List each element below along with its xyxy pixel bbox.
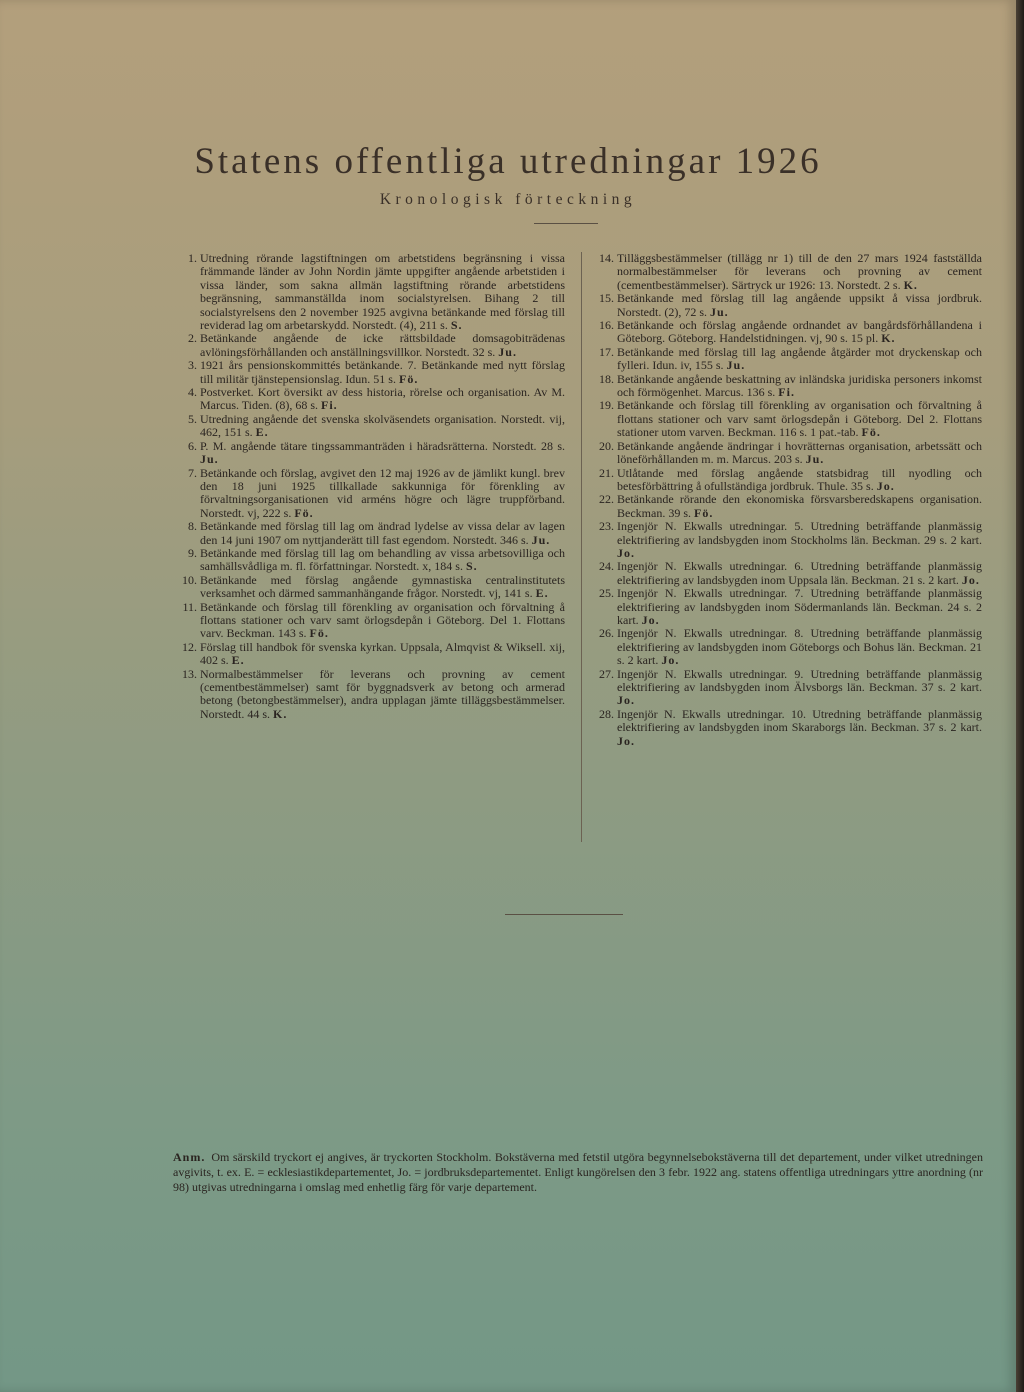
entry-number: 5. bbox=[188, 411, 197, 426]
entry-text: Tilläggsbestämmelser (tillägg nr 1) till de den 27 mars 1924 fastställda normalbestämmelser för leverans och provning av cement (cementbestämmelser). Särtryck ur 1926: 13. Norstedt. 2 s. bbox=[617, 251, 982, 292]
list-item bbox=[590, 560, 982, 587]
entry-department: Jo. bbox=[641, 612, 660, 627]
entry-text: Betänkande med förslag till lag om behandling av vissa arbetsovilliga och samhällsvådliga m. fl. författningar. Norstedt. x, 184 s. bbox=[200, 545, 565, 574]
entry-department: Jo. bbox=[617, 545, 635, 560]
list-item bbox=[173, 440, 565, 467]
entry-number: 10. bbox=[182, 572, 197, 587]
footnote bbox=[173, 1150, 983, 1195]
entry-text: Utredning rörande lagstiftningen om arbetstidens begränsning i vissa främmande länder av John Nordin jämte uppgifter angående arbetstiden i vissa länder, som sakna allmän lagstiftning rörande arbetstidens begränsning, sammanställda inom socialstyrelsen. Bihang 2 till socialstyrelsens den 2 november 1925 avgivna betänkande med förslag till reviderad lag om arbetarskydd. Norstedt. (4), 211 s. bbox=[200, 251, 565, 333]
list-item bbox=[590, 587, 982, 627]
entry-number: 12. bbox=[182, 639, 197, 654]
entry-text: Förslag till handbok för svenska kyrkan. Uppsala, Almqvist & Wiksell. xij, 402 s. bbox=[200, 639, 565, 668]
footnote-lead: Anm. bbox=[173, 1150, 206, 1164]
list-item bbox=[590, 467, 982, 494]
entry-number: 24. bbox=[599, 559, 614, 574]
entry-number: 23. bbox=[599, 519, 614, 534]
entry-text: Betänkande och förslag, avgivet den 12 maj 1926 av de jämlikt kungl. brev den 18 juni 1925 tillkallade sakkunniga för förenkling av förvaltningsorganisationen vid arméns högre och lägre truppförband. Norstedt. vj, 222 s. bbox=[200, 465, 565, 520]
list-item bbox=[173, 332, 565, 359]
entry-text: 1921 års pensionskommittés betänkande. 7. Betänkande med nytt förslag till militär tjänstepensionslag. Idun. 51 s. bbox=[200, 358, 565, 386]
entry-text: Betänkande med förslag till lag angående uppsikt å vissa jordbruk. Norstedt. (2), 72 s. bbox=[617, 291, 982, 319]
page-subtitle: Kronologisk förteckning bbox=[379, 191, 637, 208]
list-item bbox=[173, 413, 565, 440]
page-title: Statens offentliga utredningar 1926 bbox=[194, 141, 822, 182]
entry-number: 25. bbox=[599, 586, 614, 601]
entry-number: 22. bbox=[599, 492, 614, 507]
entry-text: Ingenjör N. Ekwalls utredningar. 5. Utredning beträffande planmässig elektrifiering av landsbygden inom Stockholms län. Beckman. 29 s. 2 kart. bbox=[617, 519, 982, 547]
entry-number: 21. bbox=[599, 465, 614, 480]
list-item bbox=[590, 252, 982, 292]
entry-department: Jo. bbox=[617, 733, 635, 748]
entry-text: Utlåtande med förslag angående statsbidrag till nyodling och betesförbättring å ofullständiga jordbruk. Thule. 35 s. bbox=[617, 465, 982, 493]
entry-number: 4. bbox=[188, 385, 197, 400]
list-item bbox=[590, 627, 982, 667]
entry-department: Ju. bbox=[200, 452, 219, 467]
entry-text: Ingenjör N. Ekwalls utredningar. 10. Utredning beträffande planmässig elektrifiering av landsbygden inom Skaraborgs län. Beckman. 37 s. 2 kart. bbox=[617, 706, 982, 735]
entries-column-right bbox=[590, 252, 982, 748]
entry-department: S. bbox=[465, 559, 478, 574]
entry-text: Postverket. Kort översikt av dess historia, rörelse och organisation. Av M. Marcus. Tiden. (8), 68 s. bbox=[200, 385, 565, 413]
entry-department: Fö. bbox=[861, 425, 881, 440]
entry-department: Ju. bbox=[805, 452, 825, 467]
entry-text: Betänkande med förslag till lag om ändrad lydelse av vissa delar av lagen den 14 juni 1907 om nyttjanderätt till fast egendom. Norstedt. 346 s. bbox=[200, 519, 565, 547]
entry-number: 16. bbox=[599, 318, 614, 333]
entry-department: Fö. bbox=[694, 505, 714, 520]
entry-department: Jo. bbox=[961, 572, 980, 587]
list-item bbox=[590, 520, 982, 560]
entry-department: K. bbox=[903, 277, 918, 292]
entry-number: 14. bbox=[599, 251, 614, 265]
entry-department: Ju. bbox=[531, 532, 551, 547]
entry-text: Normalbestämmelser för leverans och provning av cement (cementbestämmelser) samt för byggnadsverk av betong och armerad betong (betongbestämmelser), andra upplagan jämte tilläggsbestämmelser. Norstedt. 44 s. bbox=[200, 666, 565, 721]
entry-department: Fö. bbox=[398, 371, 419, 386]
entry-number: 2. bbox=[188, 331, 197, 346]
list-item bbox=[173, 641, 565, 668]
entry-department: Fi. bbox=[321, 398, 338, 413]
entry-number: 13. bbox=[182, 666, 197, 681]
entry-text: Betänkande angående ändringar i hovrätternas organisation, arbetssätt och löneförhållanden m. m. Marcus. 203 s. bbox=[617, 438, 982, 467]
entry-number: 26. bbox=[599, 626, 614, 641]
entry-department: Jo. bbox=[876, 478, 895, 493]
entry-number: 27. bbox=[599, 666, 614, 681]
entry-department: E. bbox=[231, 653, 245, 668]
list-item bbox=[590, 373, 982, 400]
list-item bbox=[590, 346, 982, 373]
entry-number: 8. bbox=[188, 519, 197, 534]
entry-department: Jo. bbox=[661, 653, 680, 668]
entry-department: S. bbox=[450, 318, 463, 333]
entry-number: 17. bbox=[599, 344, 614, 359]
list-item bbox=[590, 493, 982, 520]
entry-department: Ju. bbox=[726, 358, 746, 373]
entry-text: Betänkande och förslag till förenkling av organisation och förvaltning å flottans stationer och varv samt örlogsdepån i Göteborg. Del 2. Flottans stationer utom varven. Beckman. 116 s. 1 pat.-tab. bbox=[617, 398, 982, 440]
entry-number: 28. bbox=[599, 706, 614, 721]
entry-department: Ju. bbox=[710, 304, 729, 319]
title-divider bbox=[534, 223, 598, 224]
entry-text: Ingenjör N. Ekwalls utredningar. 6. Utredning beträffande planmässig elektrifiering av landsbygden inom Uppsala län. Beckman. 21 s. 2 kart. bbox=[617, 559, 982, 587]
entry-text: Betänkande rörande den ekonomiska försvarsberedskapens organisation. Beckman. 39 s. bbox=[617, 492, 982, 520]
entry-number: 19. bbox=[599, 398, 614, 413]
list-item bbox=[173, 668, 565, 722]
entry-number: 11. bbox=[182, 599, 197, 614]
entry-department: Fi. bbox=[778, 385, 795, 400]
entry-number: 20. bbox=[599, 438, 614, 453]
list-item bbox=[173, 520, 565, 547]
entry-department: K. bbox=[881, 331, 896, 346]
entry-number: 3. bbox=[188, 358, 197, 373]
entry-department: Fö. bbox=[309, 626, 329, 641]
entry-text: Betänkande med förslag angående gymnastiska centralinstitutets verksamhet och därmed sammanhängande frågor. Norstedt. vj, 141 s. bbox=[200, 572, 565, 601]
entry-text: Betänkande angående de icke rättsbildade domsagobiträdenas avlöningsförhållanden och anställningsvillkor. Norstedt. 32 s. bbox=[200, 331, 565, 359]
list-item bbox=[590, 708, 982, 748]
list-item bbox=[173, 547, 565, 574]
entry-text: Betänkande och förslag till förenkling av organisation och förvaltning å flottans stationer och varv samt örlogsdepån i Göteborg. Del 1. Flottans varv. Beckman. 143 s. bbox=[200, 599, 565, 641]
list-item bbox=[590, 440, 982, 467]
list-item bbox=[173, 359, 565, 386]
list-item bbox=[173, 574, 565, 601]
entries-column-left bbox=[173, 252, 565, 721]
entry-number: 18. bbox=[599, 371, 614, 386]
entry-text: Utredning angående det svenska skolväsendets organisation. Norstedt. vij, 462, 151 s. bbox=[200, 411, 565, 440]
entry-text: Betänkande angående beskattning av inländska juridiska personers inkomst och förmögenhet. Marcus. 136 s. bbox=[617, 371, 982, 400]
section-divider bbox=[505, 914, 623, 915]
entry-number: 1. bbox=[188, 251, 197, 265]
entry-text: Ingenjör N. Ekwalls utredningar. 8. Utredning beträffande planmässig elektrifiering av landsbygden inom Göteborgs och Bohus län. Beckman. 21 s. 2 kart. bbox=[617, 626, 982, 668]
entry-text: Betänkande och förslag angående ordnandet av bangårdsförhållandena i Göteborg. Göteborg. Handelstidningen. vj, 90 s. 15 pl. bbox=[617, 318, 982, 346]
entry-number: 7. bbox=[188, 465, 197, 480]
list-item bbox=[173, 386, 565, 413]
list-item bbox=[173, 252, 565, 332]
column-divider bbox=[581, 252, 582, 842]
entry-department: Jo. bbox=[617, 693, 635, 708]
entry-number: 15. bbox=[599, 291, 614, 306]
entry-department: Fö. bbox=[294, 505, 314, 520]
list-item bbox=[173, 601, 565, 641]
entry-text: Ingenjör N. Ekwalls utredningar. 9. Utredning beträffande planmässig elektrifiering av landsbygden inom Älvsborgs län. Beckman. 37 s. 2 kart. bbox=[617, 666, 982, 694]
page-edge-shadow bbox=[1016, 0, 1024, 1392]
entry-department: K. bbox=[273, 706, 288, 721]
list-item bbox=[590, 668, 982, 708]
list-item bbox=[590, 399, 982, 439]
list-item bbox=[173, 467, 565, 521]
list-item bbox=[590, 319, 982, 346]
entry-department: E. bbox=[535, 586, 549, 601]
entry-department: Ju. bbox=[498, 344, 517, 359]
entry-text: Ingenjör N. Ekwalls utredningar. 7. Utredning beträffande planmässig elektrifiering av landsbygden inom Södermanlands län. Beckman. 24 s. 2 kart. bbox=[617, 586, 982, 627]
entry-text: Betänkande med förslag till lag angående åtgärder mot dryckenskap och fylleri. Idun. iv, 155 s. bbox=[617, 344, 982, 373]
entry-text: P. M. angående tätare tingssammanträden i häradsrätterna. Norstedt. 28 s. bbox=[200, 438, 565, 453]
entry-number: 6. bbox=[188, 438, 197, 453]
entry-department: E. bbox=[255, 425, 269, 440]
footnote-text: Om särskild tryckort ej angives, är tryckorten Stockholm. Bokstäverna med fetstil utgöra begynnelsebokstäverna till det departement, under vilket utredningen avgivits, t. ex. E. = ecklesiastikdepartementet, Jo. = jordbruksdepartementet. Enligt kungörelsen den 3 febr. 1922 ang. statens offentliga utredningars yttre anordning (nr 98) utgivas utredningarna i omslag med enhetlig färg för varje departement. bbox=[173, 1150, 983, 1194]
list-item bbox=[590, 292, 982, 319]
entry-number: 9. bbox=[188, 545, 197, 560]
